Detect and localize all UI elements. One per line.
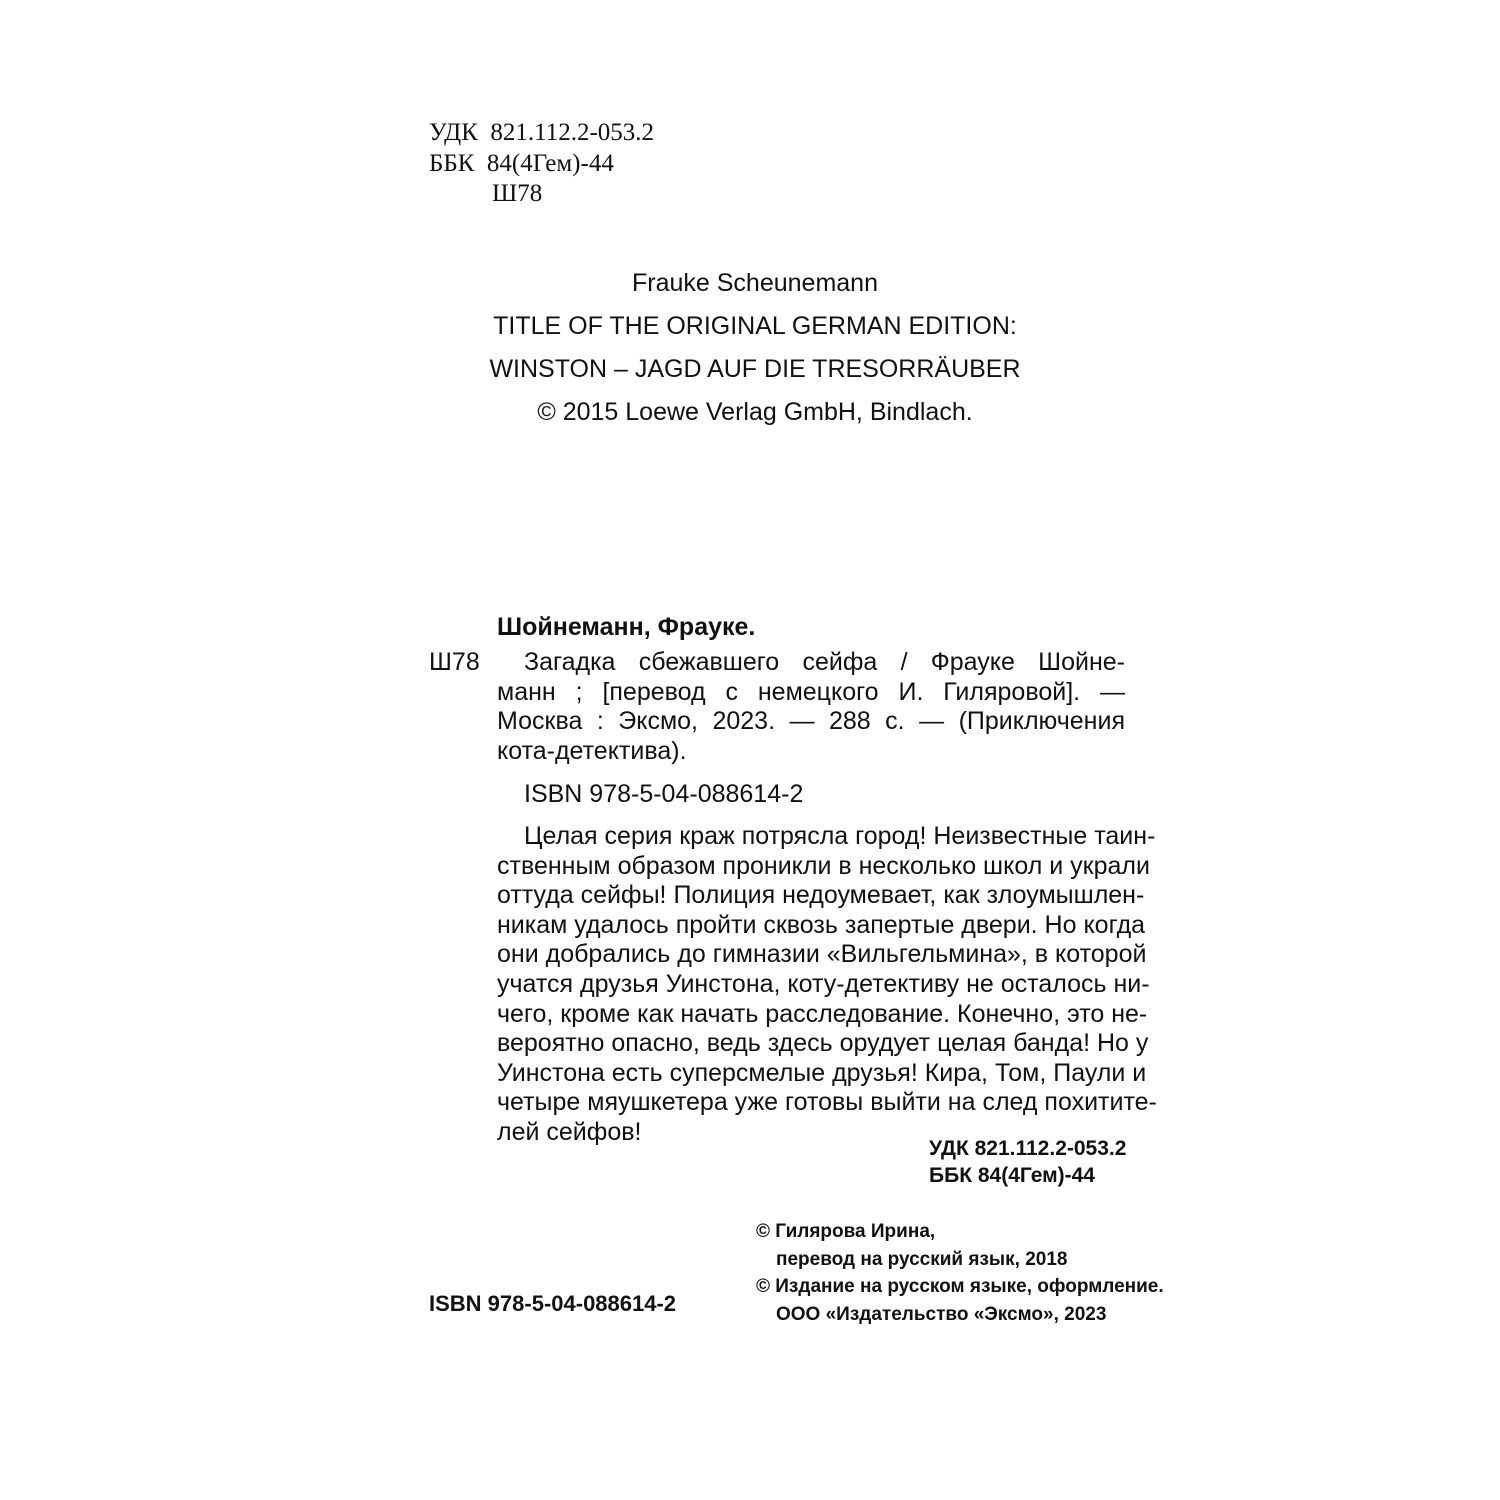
original-title-label: TITLE OF THE ORIGINAL GERMAN EDITION: bbox=[493, 312, 1017, 340]
original-edition-block bbox=[0, 262, 1500, 434]
annotation-line: четыре мяушкетера уже готовы выйти на след похитите- bbox=[497, 1088, 1157, 1117]
isbn-bottom: ISBN 978-5-04-088614-2 bbox=[429, 1291, 677, 1316]
annotation-line: лей сейфов! bbox=[497, 1117, 642, 1146]
annotation-line: Уинстона есть суперсмелые друзья! Кира, Том, Паули и bbox=[497, 1058, 1147, 1087]
catalog-heading: Шойнеманн, Фрауке. bbox=[497, 613, 756, 641]
catalog-line: кота-детектива). bbox=[497, 736, 687, 765]
catalog-line: Загадка сбежавшего сейфа / Фрауке Шойне- bbox=[524, 648, 1125, 676]
udk-code: УДК 821.112.2-053.2 bbox=[429, 119, 655, 146]
index-codes bbox=[929, 1135, 1126, 1189]
index-bbk: ББК 84(4Гем)-44 bbox=[929, 1164, 1095, 1187]
catalog-description bbox=[497, 648, 1125, 766]
copyright-notices bbox=[756, 1218, 1164, 1328]
annotation-line: оттуда сейфы! Полиция недоумевает, как злоумышлен- bbox=[497, 881, 1145, 910]
catalog-code: Ш78 bbox=[429, 648, 480, 676]
author-sign-code: Ш78 bbox=[492, 180, 543, 207]
original-title: WINSTON – JAGD AUF DIE TRESORRÄUBER bbox=[489, 355, 1021, 383]
index-udk: УДК 821.112.2-053.2 bbox=[929, 1137, 1127, 1160]
annotation-line: учатся друзья Уинстона, коту-детективу не осталось ни- bbox=[497, 969, 1150, 998]
original-author: Frauke Scheunemann bbox=[632, 269, 878, 297]
edition-copyright: © Издание на русском языке, оформление. bbox=[756, 1276, 1164, 1297]
catalog-line: Москва : Эксмо, 2023. — 288 с. — (Приключения bbox=[497, 707, 1125, 736]
annotation-line: они добрались до гимназии «Вильгельмина», в которой bbox=[497, 940, 1147, 969]
annotation-line: ственным образом проникли в несколько школ и украли bbox=[497, 851, 1150, 880]
catalog-line: манн ; [перевод с немецкого И. Гиляровой]. — bbox=[497, 677, 1125, 706]
classification-block bbox=[429, 118, 654, 210]
annotation-line: чего, кроме как начать расследование. Конечно, это не- bbox=[497, 999, 1148, 1028]
original-copyright: © 2015 Loewe Verlag GmbH, Bindlach. bbox=[537, 398, 973, 426]
bbk-code: ББК 84(4Гем)-44 bbox=[429, 149, 614, 177]
annotation-line: Целая серия краж потрясла город! Неизвестные таин- bbox=[524, 822, 1156, 850]
edition-copyright-cont: ООО «Издательство «Эксмо», 2023 bbox=[776, 1303, 1107, 1325]
translation-copyright: © Гилярова Ирина, bbox=[756, 1221, 936, 1242]
annotation-line: вероятно опасно, ведь здесь орудует целая банда! Но у bbox=[497, 1029, 1149, 1058]
translation-copyright-cont: перевод на русский язык, 2018 bbox=[776, 1248, 1068, 1270]
annotation-paragraph bbox=[497, 822, 1157, 1148]
catalog-isbn: ISBN 978-5-04-088614-2 bbox=[524, 780, 804, 808]
annotation-line: никам удалось пройти сквозь запертые двери. Но когда bbox=[497, 910, 1146, 939]
